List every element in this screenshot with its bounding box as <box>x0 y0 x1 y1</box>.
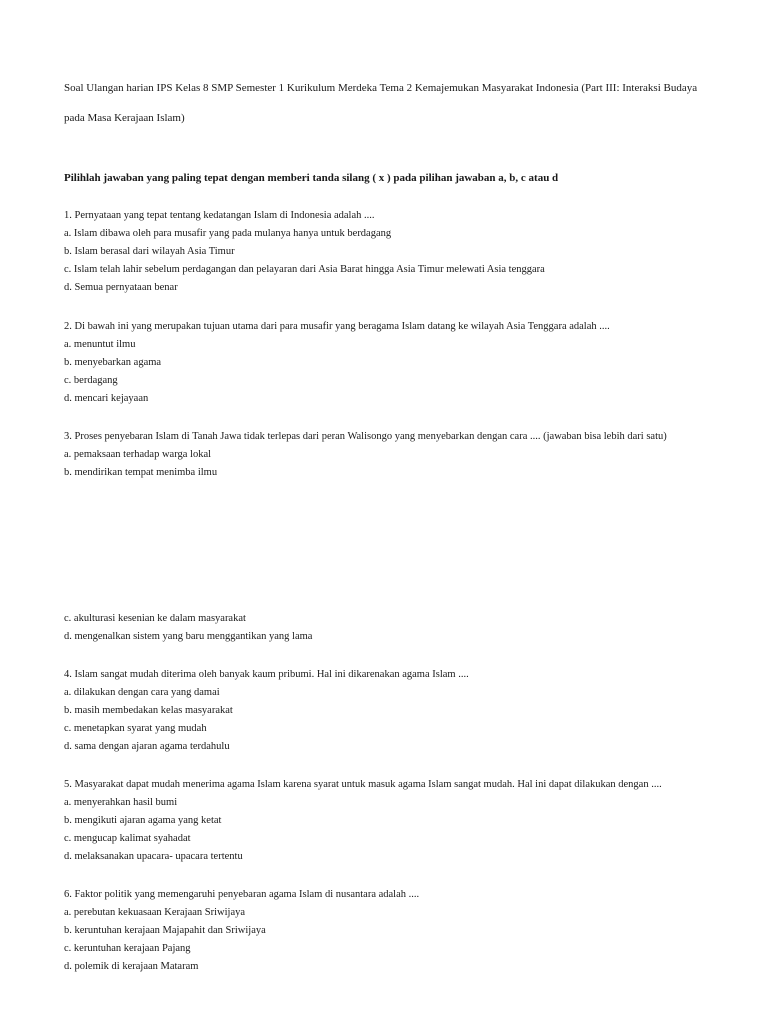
question-6 <box>64 886 724 976</box>
document-title-line-1: Soal Ulangan harian IPS Kelas 8 SMP Semester 1 Kurikulum Merdeka Tema 2 Kemajemukan Masyarakat Indonesia (Part III: Interaksi Budaya <box>64 82 698 94</box>
question-6-option-b: b. keruntuhan kerajaan Majapahit dan Sriwijaya <box>64 925 266 936</box>
question-6-option-d: d. polemik di kerajaan Mataram <box>64 961 199 972</box>
question-6-text: 6. Faktor politik yang memengaruhi penyebaran agama Islam di nusantara adalah .... <box>64 889 420 900</box>
instruction-text: Pilihlah jawaban yang paling tepat dengan memberi tanda silang ( x ) pada pilihan jawaban a, b, c atau d <box>64 172 559 184</box>
question-5-option-d: d. melaksanakan upacara- upacara tertentu <box>64 851 243 862</box>
question-4-option-d: d. sama dengan ajaran agama terdahulu <box>64 741 230 752</box>
question-3-continued <box>64 610 724 646</box>
question-5-option-b: b. mengikuti ajaran agama yang ketat <box>64 815 222 826</box>
question-2-text: 2. Di bawah ini yang merupakan tujuan utama dari para musafir yang beragama Islam datang ke wilayah Asia Tenggara adalah .... <box>64 321 610 332</box>
document-title-line-2: pada Masa Kerajaan Islam) <box>64 112 185 124</box>
question-1-option-c: c. Islam telah lahir sebelum perdagangan dan pelayaran dari Asia Barat hingga Asia Timur melewati Asia tenggara <box>64 264 545 275</box>
question-3-text: 3. Proses penyebaran Islam di Tanah Jawa tidak terlepas dari peran Walisongo yang menyebarkan dengan cara .... (jawaban bisa lebih dari satu) <box>64 431 667 442</box>
question-6-option-c: c. keruntuhan kerajaan Pajang <box>64 943 191 954</box>
question-2-option-b: b. menyebarkan agama <box>64 357 162 368</box>
question-3-option-a: a. pemaksaan terhadap warga lokal <box>64 449 212 460</box>
question-4 <box>64 666 724 756</box>
question-3 <box>64 428 724 482</box>
question-2-option-c: c. berdagang <box>64 375 118 386</box>
question-2 <box>64 318 724 408</box>
question-3-option-c: c. akulturasi kesenian ke dalam masyarakat <box>64 613 246 624</box>
question-5 <box>64 776 724 866</box>
question-1-option-d: d. Semua pernyataan benar <box>64 282 178 293</box>
question-5-option-a: a. menyerahkan hasil bumi <box>64 797 178 808</box>
question-5-option-c: c. mengucap kalimat syahadat <box>64 833 191 844</box>
question-4-option-c: c. menetapkan syarat yang mudah <box>64 723 207 734</box>
question-1 <box>64 207 724 297</box>
question-6-option-a: a. perebutan kekuasaan Kerajaan Sriwijaya <box>64 907 246 918</box>
question-4-option-a: a. dilakukan dengan cara yang damai <box>64 687 220 698</box>
question-3-option-d: d. mengenalkan sistem yang baru menggantikan yang lama <box>64 631 313 642</box>
question-1-option-a: a. Islam dibawa oleh para musafir yang pada mulanya hanya untuk berdagang <box>64 228 392 239</box>
question-3-option-b: b. mendirikan tempat menimba ilmu <box>64 467 218 478</box>
question-1-option-b: b. Islam berasal dari wilayah Asia Timur <box>64 246 235 257</box>
question-2-option-d: d. mencari kejayaan <box>64 393 149 404</box>
question-2-option-a: a. menuntut ilmu <box>64 339 136 350</box>
question-4-option-b: b. masih membedakan kelas masyarakat <box>64 705 233 716</box>
question-1-text: 1. Pernyataan yang tepat tentang kedatangan Islam di Indonesia adalah .... <box>64 210 375 221</box>
question-4-text: 4. Islam sangat mudah diterima oleh banyak kaum pribumi. Hal ini dikarenakan agama Islam .... <box>64 669 469 680</box>
question-5-text: 5. Masyarakat dapat mudah menerima agama Islam karena syarat untuk masuk agama Islam sangat mudah. Hal ini dapat dilakukan dengan .... <box>64 779 662 790</box>
